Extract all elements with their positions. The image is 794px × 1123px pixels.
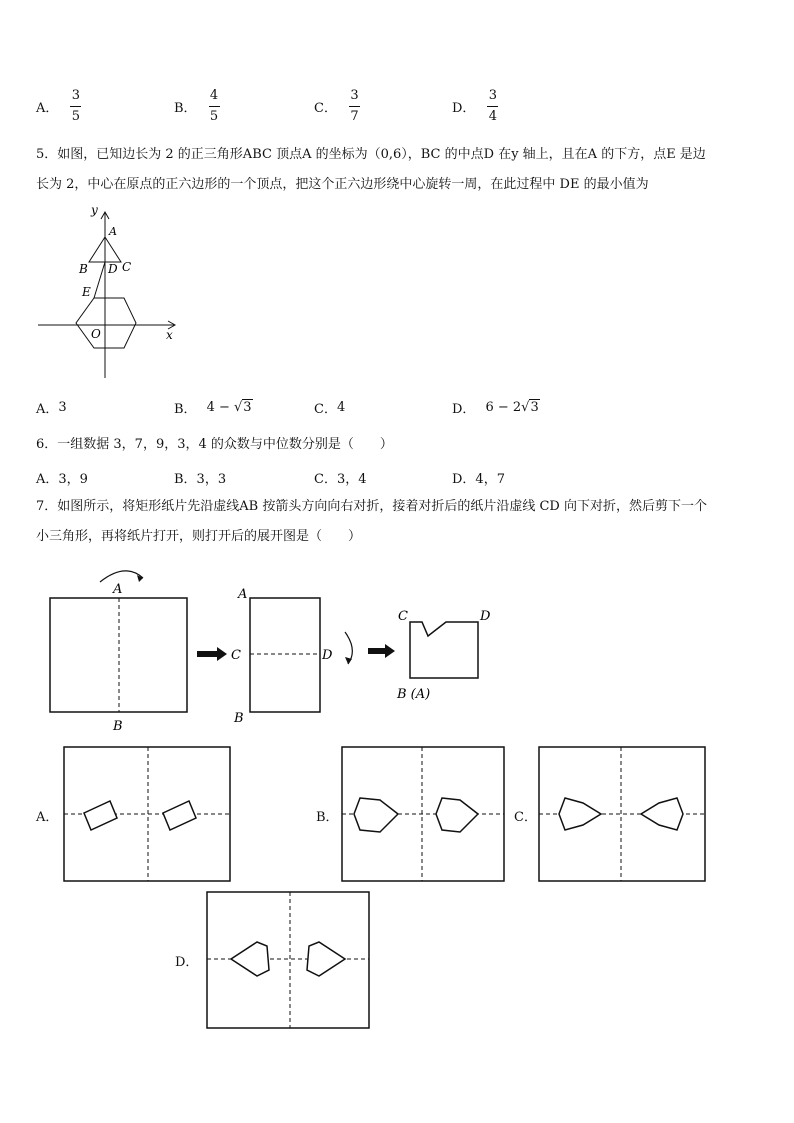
q7-option-a-label[interactable]: A． [36,810,59,825]
q4-option-b[interactable] [174,88,220,125]
fraction-bar [209,106,220,107]
label-o: O [91,327,101,341]
q6-option-b[interactable]: B．3，3 [174,472,227,487]
option-letter: B． [174,402,197,417]
radicand: 3 [530,400,539,415]
sqrt-sign: √ [521,400,530,415]
label-b: B [79,262,88,276]
q5-option-c[interactable] [314,398,345,417]
hole-left [231,942,269,976]
option-letter: B． [174,101,197,116]
numerator: 4 [209,88,219,103]
math-prefix: 4 − [206,400,234,415]
label-a-2: A [238,587,248,602]
q7-line-2: 小三角形，再将纸片打开，则打开后的展开图是（ ） [36,529,362,544]
q5-option-b[interactable] [174,398,253,417]
option-value [485,400,539,415]
y-label: y [91,203,98,217]
label-e: E [82,285,91,299]
denominator: 5 [71,109,81,124]
sqrt-sign: √ [234,400,243,415]
denominator: 7 [350,109,359,124]
q7-stem [36,492,756,552]
option-letter: C． [314,101,337,116]
q7-option-a-figure[interactable] [62,745,234,885]
label-c: C [122,260,132,274]
q4-option-a[interactable] [36,88,81,125]
q5-line-2: 长为 2，中心在原点的正六边形的一个顶点，把这个正六边形绕中心旋转一周，在此过程中 DE 的最小值为 [36,177,649,192]
option-value: 3 [58,400,67,415]
q7-option-d-figure[interactable] [205,890,373,1032]
hole-left [84,801,117,830]
q4-option-c[interactable] [314,88,360,125]
q6-stem: 6．一组数据 3，7，9，3，4 的众数与中位数分别是（ ） [36,437,393,452]
denominator: 5 [209,109,219,124]
label-b-2: B [234,711,244,726]
math-prefix: 6 − 2 [485,400,522,415]
q7-option-c-figure[interactable] [537,745,709,885]
label-d-3: D [480,609,491,624]
q7-option-d-label[interactable]: D． [175,955,199,970]
q5-option-a[interactable] [36,398,67,417]
x-label: x [166,328,173,342]
option-value [207,400,253,415]
fraction-bar [487,106,498,107]
hole-right [307,942,345,976]
q4-option-d[interactable] [452,88,498,125]
hole-right [436,798,478,832]
q5-option-d[interactable] [452,398,540,417]
q6-option-d[interactable]: D．4，7 [452,472,505,487]
fraction-bar [349,106,360,107]
fraction-bar [70,106,81,107]
label-a: A [113,582,123,597]
denominator: 4 [488,109,498,124]
option-letter: D． [452,402,476,417]
label-b-a: B (A) [397,687,431,702]
label-d: D [322,648,333,663]
fraction [487,88,498,125]
q6-option-c[interactable]: C．3，4 [314,472,367,487]
numerator: 3 [350,88,359,103]
q7-line-1: 7．如图所示，将矩形纸片先沿虚线AB 按箭头方向向右对折，接着对折后的纸片沿虚线 CD 向下对折，然后剪下一个 [36,499,707,514]
q5-figure [30,200,190,385]
hole-left [559,798,601,830]
label-b: B [113,719,123,734]
q6-option-a[interactable]: A．3，9 [36,472,88,487]
numerator: 3 [488,88,498,103]
hole-right [641,798,683,830]
step-arrow-2 [368,644,395,658]
fraction [349,88,360,125]
option-value: 4 [336,400,346,415]
fold-arrow-right [100,571,143,582]
label-d: D [108,262,118,276]
q7-option-b-label[interactable]: B． [316,810,339,825]
label-c-3: C [398,609,408,624]
segment-de [94,262,105,298]
label-a: A [109,225,117,238]
q5-stem [36,140,756,200]
radicand: 3 [243,400,252,415]
q7-folding-steps-figure [40,560,510,735]
hexagon [76,298,136,348]
option-letter: A． [36,402,59,417]
option-letter: C． [314,402,337,417]
sheet-quarter-cut [410,622,478,678]
q5-line-1: 5．如图，已知边长为 2 的正三角形ABC 顶点A 的坐标为（0,6），BC 的中点D 在y 轴上，且在A 的下方，点E 是边 [36,147,706,162]
option-letter: D． [452,101,476,116]
fraction [209,88,220,125]
label-c: C [231,648,241,663]
q7-option-c-label[interactable]: C． [514,810,537,825]
fraction [70,88,81,125]
option-letter: A． [36,101,59,116]
numerator: 3 [71,88,81,103]
sheet-half [250,598,320,712]
hole-right [163,801,196,830]
hole-left [354,798,398,832]
step-arrow-1 [197,647,227,661]
q7-option-b-figure[interactable] [340,745,508,885]
